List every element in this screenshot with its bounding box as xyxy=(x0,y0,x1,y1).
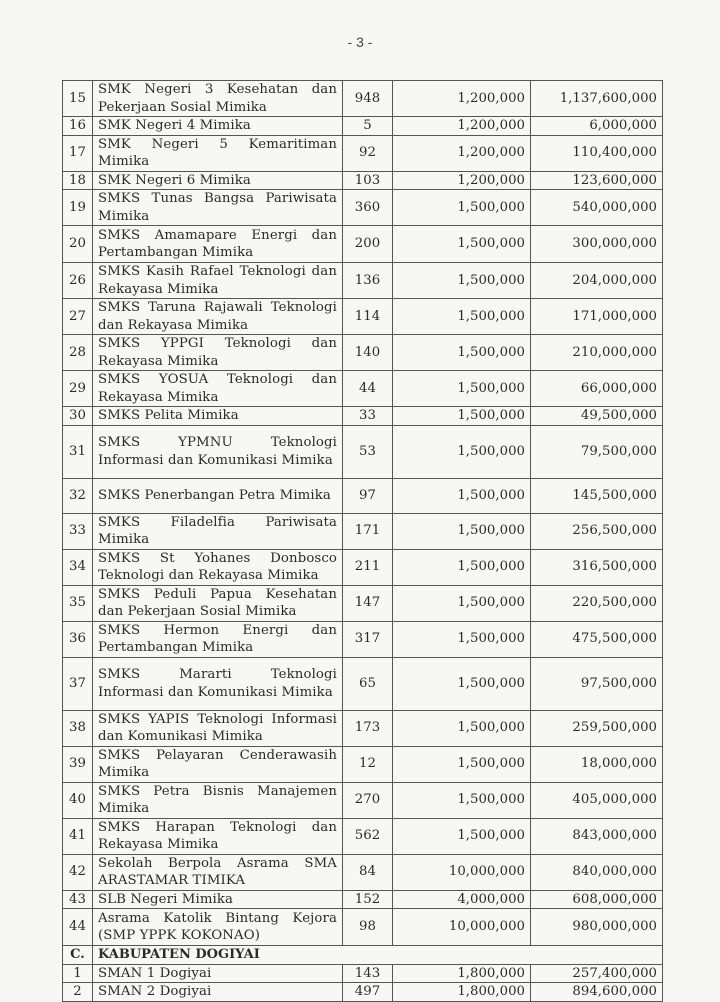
student-count: 360 xyxy=(343,190,393,226)
unit-amount: 4,000,000 xyxy=(393,890,531,909)
unit-amount: 10,000,000 xyxy=(393,909,531,946)
school-name: SMKS St Yohanes Donbosco Teknologi dan Rekayasa Mimika xyxy=(93,549,343,585)
row-number: 33 xyxy=(63,513,93,549)
total-amount: 256,500,000 xyxy=(531,513,663,549)
student-count: 44 xyxy=(343,371,393,407)
total-amount: 608,000,000 xyxy=(531,890,663,909)
table-row xyxy=(63,407,663,426)
row-number: 26 xyxy=(63,263,93,299)
table-row xyxy=(63,621,663,657)
school-name: SMKS YPMNU Teknologi Informasi dan Komunikasi Mimika xyxy=(93,425,343,478)
unit-amount: 10,000,000 xyxy=(393,854,531,890)
table-row xyxy=(63,710,663,746)
student-count: 211 xyxy=(343,549,393,585)
student-count: 317 xyxy=(343,621,393,657)
table-row xyxy=(63,964,663,983)
unit-amount: 1,500,000 xyxy=(393,710,531,746)
row-number: 37 xyxy=(63,657,93,710)
total-amount: 259,500,000 xyxy=(531,710,663,746)
total-amount: 171,000,000 xyxy=(531,299,663,335)
page-number: - 3 - xyxy=(347,34,373,50)
row-number: 39 xyxy=(63,746,93,782)
row-number: 2 xyxy=(63,983,93,1002)
total-amount: 97,500,000 xyxy=(531,657,663,710)
table-row xyxy=(63,371,663,407)
school-name: SMK Negeri 5 Kemaritiman Mimika xyxy=(93,135,343,171)
school-name: SMKS YOSUA Teknologi dan Rekayasa Mimika xyxy=(93,371,343,407)
table-row xyxy=(63,513,663,549)
row-number: 44 xyxy=(63,909,93,946)
school-name: SMKS Peduli Papua Kesehatan dan Pekerjaan Sosial Mimika xyxy=(93,585,343,621)
table-row xyxy=(63,478,663,513)
row-number: 20 xyxy=(63,226,93,263)
school-name: SMKS Mararti Teknologi Informasi dan Komunikasi Mimika xyxy=(93,657,343,710)
unit-amount: 1,500,000 xyxy=(393,478,531,513)
student-count: 98 xyxy=(343,909,393,946)
unit-amount: 1,500,000 xyxy=(393,263,531,299)
school-name: SMK Negeri 6 Mimika xyxy=(93,171,343,190)
table-row xyxy=(63,335,663,371)
school-name: SMKS Tunas Bangsa Pariwisata Mimika xyxy=(93,190,343,226)
school-name: SMKS Pelita Mimika xyxy=(93,407,343,426)
unit-amount: 1,500,000 xyxy=(393,335,531,371)
school-name: SMAN 2 Dogiyai xyxy=(93,983,343,1002)
total-amount: 66,000,000 xyxy=(531,371,663,407)
student-count: 136 xyxy=(343,263,393,299)
total-amount: 300,000,000 xyxy=(531,226,663,263)
table-row xyxy=(63,818,663,854)
table-row xyxy=(63,782,663,818)
table-body xyxy=(63,81,663,1002)
total-amount: 1,137,600,000 xyxy=(531,81,663,117)
total-amount: 79,500,000 xyxy=(531,425,663,478)
student-count: 114 xyxy=(343,299,393,335)
school-name: SMK Negeri 3 Kesehatan dan Pekerjaan Sosial Mimika xyxy=(93,81,343,117)
row-number: 34 xyxy=(63,549,93,585)
student-count: 33 xyxy=(343,407,393,426)
total-amount: 257,400,000 xyxy=(531,964,663,983)
total-amount: 840,000,000 xyxy=(531,854,663,890)
row-number: 15 xyxy=(63,81,93,117)
row-number: 19 xyxy=(63,190,93,226)
unit-amount: 1,500,000 xyxy=(393,782,531,818)
section-header-row xyxy=(63,946,663,965)
total-amount: 316,500,000 xyxy=(531,549,663,585)
unit-amount: 1,500,000 xyxy=(393,657,531,710)
table-row xyxy=(63,983,663,1002)
row-number: 16 xyxy=(63,117,93,136)
unit-amount: 1,500,000 xyxy=(393,549,531,585)
row-number: 29 xyxy=(63,371,93,407)
student-count: 152 xyxy=(343,890,393,909)
table-row xyxy=(63,171,663,190)
total-amount: 843,000,000 xyxy=(531,818,663,854)
student-count: 173 xyxy=(343,710,393,746)
unit-amount: 1,200,000 xyxy=(393,171,531,190)
table-row xyxy=(63,657,663,710)
school-name: SMKS Penerbangan Petra Mimika xyxy=(93,478,343,513)
school-name: SMKS Taruna Rajawali Teknologi dan Rekayasa Mimika xyxy=(93,299,343,335)
unit-amount: 1,200,000 xyxy=(393,81,531,117)
row-number: 43 xyxy=(63,890,93,909)
school-name: SMKS Hermon Energi dan Pertambangan Mimika xyxy=(93,621,343,657)
row-number: 36 xyxy=(63,621,93,657)
table-row xyxy=(63,190,663,226)
row-number: 30 xyxy=(63,407,93,426)
total-amount: 210,000,000 xyxy=(531,335,663,371)
school-name: SMKS Harapan Teknologi dan Rekayasa Mimika xyxy=(93,818,343,854)
unit-amount: 1,800,000 xyxy=(393,964,531,983)
total-amount: 540,000,000 xyxy=(531,190,663,226)
row-number: 35 xyxy=(63,585,93,621)
school-name: SMKS Filadelfia Pariwisata Mimika xyxy=(93,513,343,549)
school-name: SMKS Amamapare Energi dan Pertambangan Mimika xyxy=(93,226,343,263)
school-name: Sekolah Berpola Asrama SMA ARASTAMAR TIMIKA xyxy=(93,854,343,890)
table-row xyxy=(63,890,663,909)
unit-amount: 1,500,000 xyxy=(393,746,531,782)
student-count: 140 xyxy=(343,335,393,371)
unit-amount: 1,500,000 xyxy=(393,371,531,407)
student-count: 171 xyxy=(343,513,393,549)
section-code: C. xyxy=(63,946,93,965)
student-count: 97 xyxy=(343,478,393,513)
table-row xyxy=(63,854,663,890)
table-row xyxy=(63,425,663,478)
unit-amount: 1,200,000 xyxy=(393,117,531,136)
table-row xyxy=(63,585,663,621)
table-row xyxy=(63,117,663,136)
student-count: 562 xyxy=(343,818,393,854)
allocation-table xyxy=(62,80,663,1002)
unit-amount: 1,500,000 xyxy=(393,407,531,426)
student-count: 143 xyxy=(343,964,393,983)
student-count: 948 xyxy=(343,81,393,117)
row-number: 17 xyxy=(63,135,93,171)
student-count: 200 xyxy=(343,226,393,263)
total-amount: 204,000,000 xyxy=(531,263,663,299)
total-amount: 894,600,000 xyxy=(531,983,663,1002)
unit-amount: 1,500,000 xyxy=(393,299,531,335)
table-row xyxy=(63,549,663,585)
row-number: 27 xyxy=(63,299,93,335)
table-row xyxy=(63,226,663,263)
row-number: 42 xyxy=(63,854,93,890)
table-row xyxy=(63,81,663,117)
total-amount: 475,500,000 xyxy=(531,621,663,657)
unit-amount: 1,500,000 xyxy=(393,513,531,549)
table-row xyxy=(63,299,663,335)
school-name: SMK Negeri 4 Mimika xyxy=(93,117,343,136)
row-number: 31 xyxy=(63,425,93,478)
row-number: 38 xyxy=(63,710,93,746)
student-count: 84 xyxy=(343,854,393,890)
total-amount: 145,500,000 xyxy=(531,478,663,513)
student-count: 147 xyxy=(343,585,393,621)
student-count: 12 xyxy=(343,746,393,782)
school-name: SMKS YPPGI Teknologi dan Rekayasa Mimika xyxy=(93,335,343,371)
school-name: Asrama Katolik Bintang Kejora (SMP YPPK KOKONAO) xyxy=(93,909,343,946)
unit-amount: 1,500,000 xyxy=(393,818,531,854)
total-amount: 49,500,000 xyxy=(531,407,663,426)
row-number: 18 xyxy=(63,171,93,190)
student-count: 53 xyxy=(343,425,393,478)
table-row xyxy=(63,909,663,946)
total-amount: 980,000,000 xyxy=(531,909,663,946)
student-count: 65 xyxy=(343,657,393,710)
total-amount: 220,500,000 xyxy=(531,585,663,621)
unit-amount: 1,800,000 xyxy=(393,983,531,1002)
student-count: 103 xyxy=(343,171,393,190)
table-row xyxy=(63,263,663,299)
row-number: 32 xyxy=(63,478,93,513)
row-number: 40 xyxy=(63,782,93,818)
unit-amount: 1,500,000 xyxy=(393,621,531,657)
student-count: 270 xyxy=(343,782,393,818)
total-amount: 110,400,000 xyxy=(531,135,663,171)
school-name: SLB Negeri Mimika xyxy=(93,890,343,909)
student-count: 497 xyxy=(343,983,393,1002)
table-row xyxy=(63,746,663,782)
school-name: SMKS Pelayaran Cenderawasih Mimika xyxy=(93,746,343,782)
total-amount: 6,000,000 xyxy=(531,117,663,136)
unit-amount: 1,500,000 xyxy=(393,425,531,478)
section-title: KABUPATEN DOGIYAI xyxy=(93,946,663,965)
student-count: 5 xyxy=(343,117,393,136)
row-number: 28 xyxy=(63,335,93,371)
school-name: SMKS YAPIS Teknologi Informasi dan Komunikasi Mimika xyxy=(93,710,343,746)
unit-amount: 1,500,000 xyxy=(393,585,531,621)
unit-amount: 1,200,000 xyxy=(393,135,531,171)
student-count: 92 xyxy=(343,135,393,171)
unit-amount: 1,500,000 xyxy=(393,226,531,263)
unit-amount: 1,500,000 xyxy=(393,190,531,226)
school-name: SMKS Petra Bisnis Manajemen Mimika xyxy=(93,782,343,818)
school-name: SMKS Kasih Rafael Teknologi dan Rekayasa Mimika xyxy=(93,263,343,299)
row-number: 1 xyxy=(63,964,93,983)
table-row xyxy=(63,135,663,171)
total-amount: 18,000,000 xyxy=(531,746,663,782)
total-amount: 123,600,000 xyxy=(531,171,663,190)
row-number: 41 xyxy=(63,818,93,854)
school-name: SMAN 1 Dogiyai xyxy=(93,964,343,983)
total-amount: 405,000,000 xyxy=(531,782,663,818)
